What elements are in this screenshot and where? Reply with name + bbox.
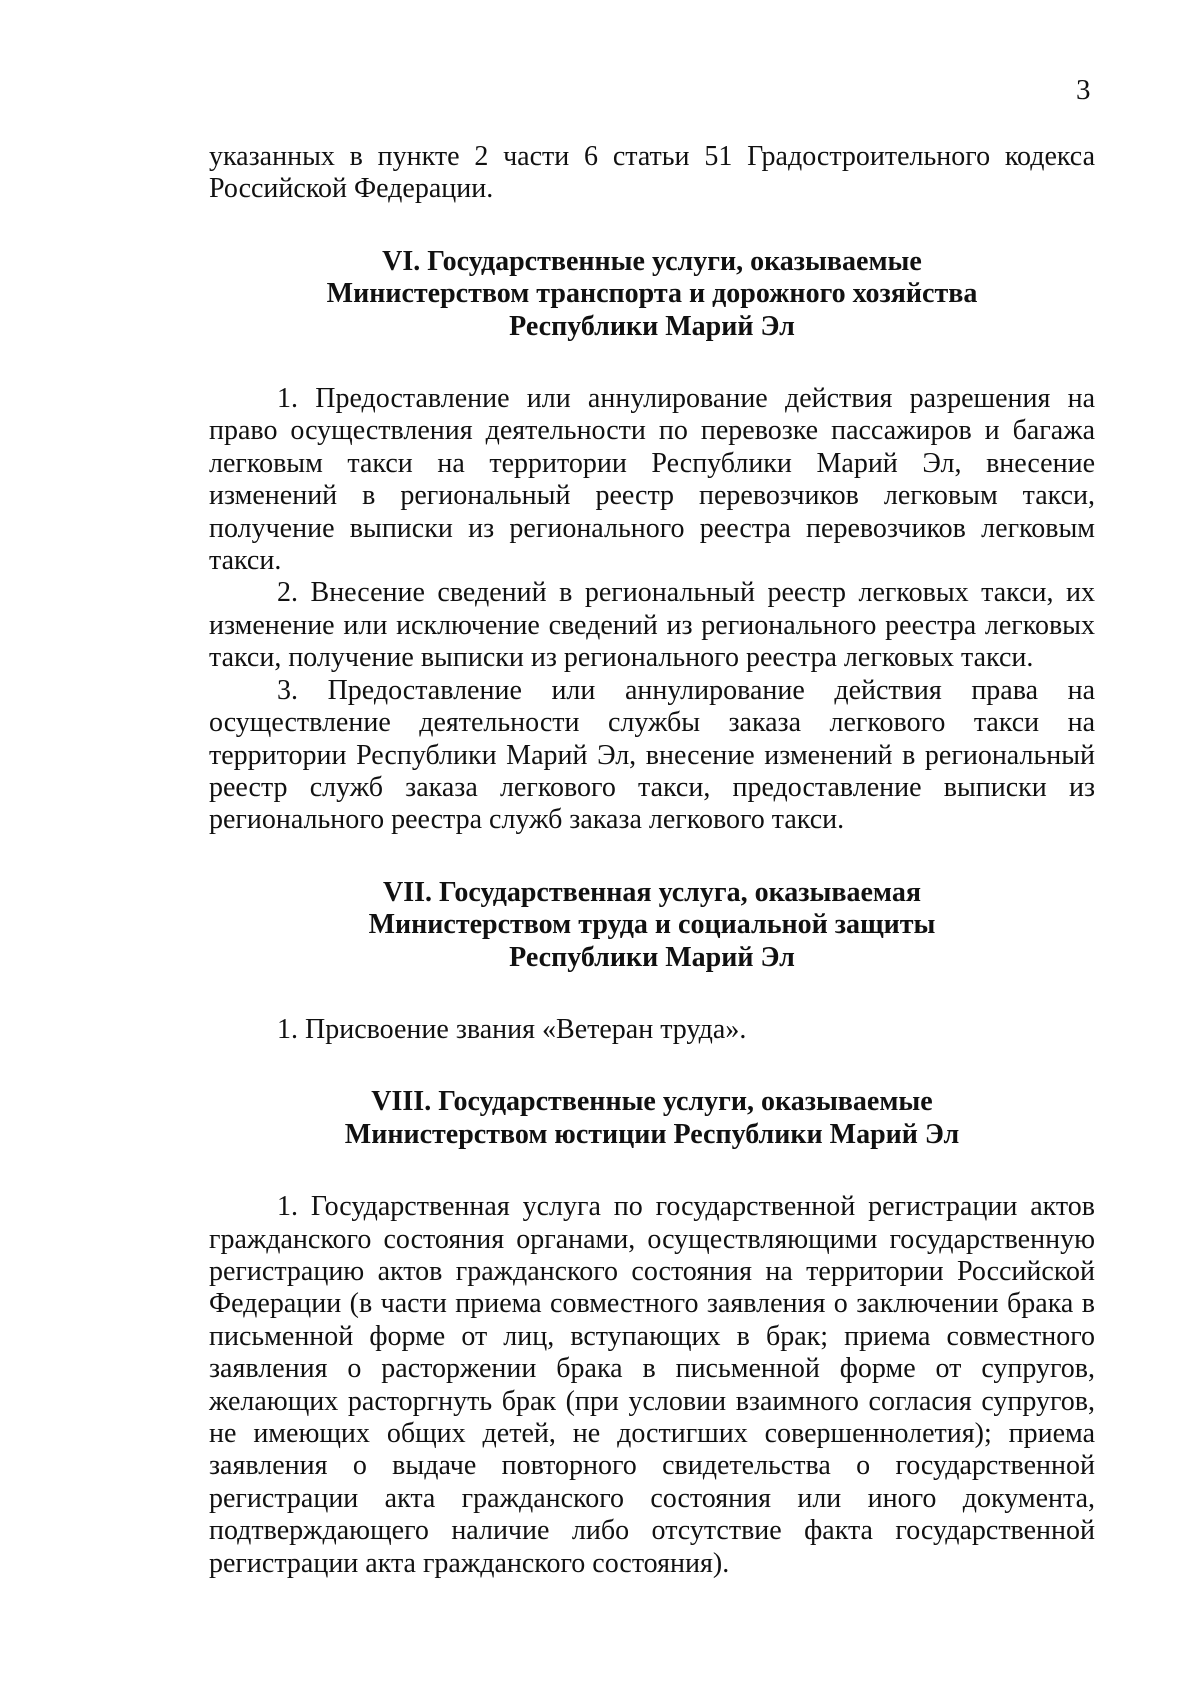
list-item: 3. Предоставление или аннулирование действия права на осуществление деятельности службы заказа легкового такси на территории Республики Марий Эл, внесение изменений в региональный реестр служб заказа легкового такси, предоставление выписки из регионального реестра служб заказа легкового такси.	[209, 674, 1095, 836]
heading-line: VIII. Государственные услуги, оказываемые	[371, 1086, 933, 1118]
heading-line: Министерством транспорта и дорожного хозяйства	[326, 278, 978, 310]
list-item: 2. Внесение сведений в региональный реестр легковых такси, их изменение или исключение сведений из регионального реестра легковых такси, получение выписки из регионального реестра легковых такси.	[209, 577, 1095, 674]
page-number: 3	[1076, 74, 1091, 106]
heading-line: Республики Марий Эл	[509, 941, 795, 973]
heading-line: VII. Государственная услуга, оказываемая	[383, 876, 921, 908]
list-item: 1. Присвоение звания «Ветеран труда».	[277, 1013, 747, 1045]
section-heading-vii	[209, 877, 1095, 974]
heading-line: Министерством юстиции Республики Марий Эл	[344, 1118, 960, 1150]
heading-line: VI. Государственные услуги, оказываемые	[382, 245, 922, 277]
heading-line: Республики Марий Эл	[509, 310, 795, 342]
section-heading-vi	[209, 246, 1095, 343]
heading-line: Министерством труда и социальной защиты	[368, 909, 936, 941]
intro-paragraph: указанных в пункте 2 части 6 статьи 51 Градостроительного кодекса Российской Федерации.	[209, 141, 1095, 205]
document-body	[209, 141, 1095, 1580]
list-item: 1. Предоставление или аннулирование действия разрешения на право осуществления деятельности по перевозке пассажиров и багажа легковым такси на территории Республики Марий Эл, внесение изменений в региональный реестр перевозчиков легковым такси, получение выписки из регионального реестра перевозчиков легковым такси.	[209, 383, 1095, 577]
section-heading-viii	[209, 1086, 1095, 1151]
list-item: 1. Государственная услуга по государственной регистрации актов гражданского состояния органами, осуществляющими государственную регистрацию актов гражданского состояния на территории Российской Федерации (в части приема совместного заявления о заключении брака в письменной форме от лиц, вступающих в брак; приема совместного заявления о расторжении брака в письменной форме от супругов, желающих расторгнуть брак (при условии взаимного согласия супругов, не имеющих общих детей, не достигших совершеннолетия); приема заявления о выдаче повторного свидетельства о государственной регистрации акта гражданского состояния или иного документа, подтверждающего наличие либо отсутствие факта государственной регистрации акта гражданского состояния).	[209, 1191, 1095, 1579]
